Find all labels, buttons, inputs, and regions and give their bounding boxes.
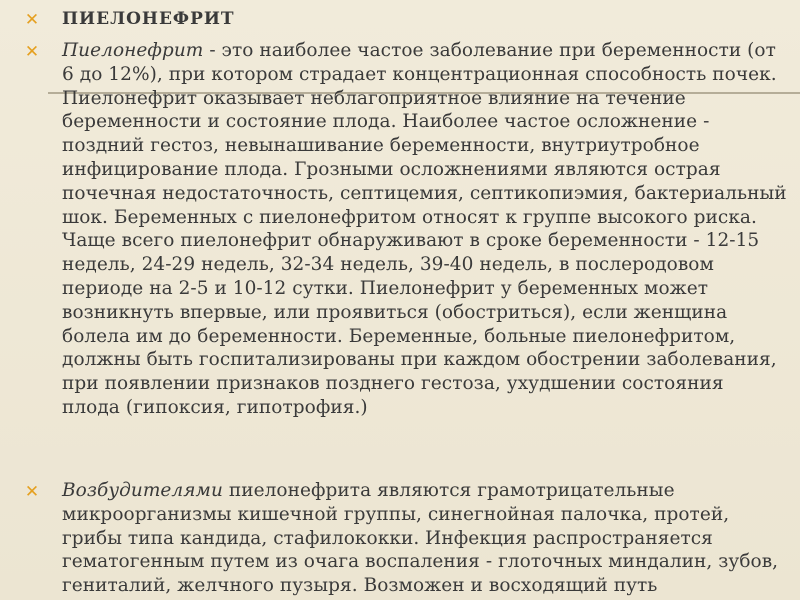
bullet-text <box>62 479 787 598</box>
bullet-body: - это наиболее частое заболевание при беременности (от 6 до 12%), при котором страдает концентрационная способность почек. Пиелонефрит оказывает неблагоприятное влияние на течение беременности и состояние плода. Наиболее частое осложнение - поздний гестоз, невынашивание беременности, внутриутробное инфицирование плода. Грозными осложнениями являются острая почечная недостаточность, септицемия, септикопиэмия, бактериальный шок. Беременных с пиелонефритом относят к группе высокого риска. Чаще всего пиелонефрит обнаруживают в сроке беременности - 12-15 недель, 24-29 недель, 32-34 недель, 39-40 недель, в послеродовом периоде на 2-5 и 10-12 сутки. Пиелонефрит у беременных может возникнуть впервые, или проявиться (обостриться), если женщина болела им до беременности. Беременные, больные пиелонефритом, должны быть госпитализированы при каждом обострении заболевания, при появлении признаков позднего гестоза, ухудшении состояния плода (гипоксия, гипотрофия.) <box>62 40 787 418</box>
x-bullet-icon: ✕ <box>24 482 40 502</box>
x-bullet-icon: ✕ <box>24 42 40 62</box>
bullet-body: пиелонефрита являются грамотрицательные микроорганизмы кишечной группы, синегнойная палочка, протей, грибы типа кандида, стафилококки. Инфекция распространяется гематогенным путем из очага воспаления - глоточных миндалин, зубов, гениталий, желчного пузыря. Возможен и восходящий путь <box>62 480 779 597</box>
x-bullet-icon: ✕ <box>24 10 40 30</box>
bullet-lead-term: Пиелонефрит <box>62 40 204 61</box>
bullet-text <box>62 39 787 420</box>
slide-title: ПИЕЛОНЕФРИТ <box>62 9 235 29</box>
bullet-lead-term: Возбудителями <box>62 480 223 501</box>
